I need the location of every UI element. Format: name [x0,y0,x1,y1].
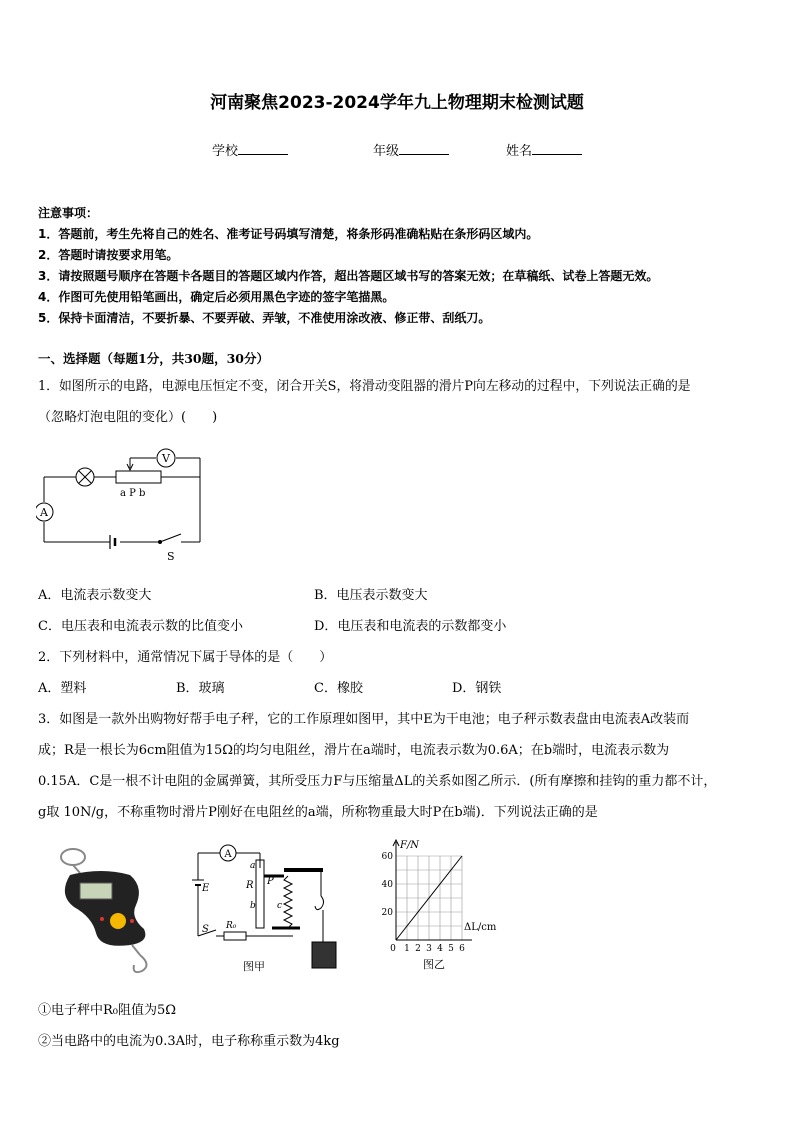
q3-stem-line1: 3．如图是一款外出购物好帮手电子秤，它的工作原理如图甲，其中E为干电池；电子秤示数表盘由电流表A改装而 [38,712,690,727]
q1-option-c: C．电压表和电流表示数的比值变小 [38,619,243,634]
jia-ammeter-label: A [224,849,232,860]
name-label: 姓名 [506,144,533,159]
q3-statement-1: ①电子秤中R₀阻值为5Ω [38,1003,177,1018]
notice-item: 2．答题时请按要求用笔。 [38,248,179,262]
jia-s-label: S [202,924,209,935]
name-field [506,140,582,159]
q1-option-d: D．电压表和电流表的示数都变小 [314,619,507,634]
chart-ylabel: F/N [400,840,420,851]
x-tick-label: 2 [415,944,421,954]
q2-stem: 2．下列材料中，通常情况下属于导体的是（ ） [38,650,333,665]
school-label: 学校 [212,144,239,159]
voltmeter-label: V [162,452,170,465]
jia-caption: 图甲 [243,960,265,973]
x-tick-label: 1 [404,944,410,954]
jia-b-label: b [250,901,256,911]
y-tick-label: 40 [381,880,393,890]
notice-item: 1．答题前，考生先将自己的姓名、准考证号码填写清楚，将条形码准确粘贴在条形码区域内。 [38,227,539,241]
grade-field [373,140,449,159]
q3-statement-2: ②当电路中的电流为0.3A时，电子称称重示数为4kg [38,1034,340,1049]
q3-stem-line4: g取 10N/g，不称重物时滑片P刚好在电阻丝的a端，所称物重最大时P在b端)．下列说法正确的是 [38,805,598,820]
rheostat-label: a P b [120,488,146,499]
section-heading: 一、选择题（每题1分，共30题，30分） [38,351,269,366]
scale-photo [40,847,170,975]
q1-stem-line2: （忽略灯泡电阻的变化）( ) [38,410,218,425]
q1-option-a: A．电流表示数变大 [38,588,152,603]
school-blank [238,142,288,155]
ammeter-label: A [40,506,48,519]
q3-stem-line3: 0.15A．C是一根不计电阻的金属弹簧，其所受压力F与压缩量ΔL的关系如图乙所示．(所有摩擦和挂钩的重力都不计， [38,774,717,789]
name-blank [532,142,582,155]
yi-caption: 图乙 [423,958,445,971]
notice-heading: 注意事项： [38,206,99,220]
jia-p-label: P [267,876,274,887]
figure-jia [188,838,348,978]
q3-stem-line2: 成；R是一根长为6cm阻值为15Ω的均匀电阻丝，滑片在a端时，电流表示数为0.6A；在b端时，电流表示数为 [38,743,670,758]
x-tick-label: 0 [390,944,396,954]
jia-a-label: a [250,861,256,871]
switch-label: S [167,550,175,563]
figure-yi-chart [374,832,504,974]
x-tick-label: 6 [459,944,465,954]
chart-xlabel: ΔL/cm [464,922,497,933]
x-tick-label: 5 [448,944,454,954]
x-tick-label: 4 [437,944,443,954]
q2-option-a: A．塑料 [38,681,87,696]
page-title: 河南聚焦2023-2024学年九上物理期末检测试题 [210,93,584,113]
x-tick-label: 3 [426,944,432,954]
jia-r-label: R [246,880,254,891]
jia-c-label: c [277,901,283,911]
jia-e-label: E [202,883,210,894]
y-tick-label: 20 [381,908,393,918]
notice-item: 5．保持卡面清洁，不要折暴、不要弄破、弄皱，不准使用涂改液、修正带、刮纸刀。 [38,311,491,325]
grade-label: 年级 [373,144,400,159]
grade-blank [399,142,449,155]
q1-option-b: B．电压表示数变大 [314,588,428,603]
notice-item: 4．作图可先使用铅笔画出，确定后必须用黑色字迹的签字笔描黑。 [38,290,395,304]
q2-option-d: D．钢铁 [452,681,502,696]
q2-option-b: B．玻璃 [176,681,225,696]
q1-circuit-diagram [36,444,206,566]
q2-option-c: C．橡胶 [314,681,363,696]
school-field [212,140,288,159]
notice-item: 3．请按照题号顺序在答题卡各题目的答题区域内作答，超出答题区域书写的答案无效；在草稿纸、试卷上答题无效。 [38,269,659,283]
q1-stem-line1: 1．如图所示的电路，电源电压恒定不变，闭合开关S，将滑动变阻器的滑片P向左移动的过程中，下列说法正确的是 [38,379,691,394]
y-tick-label: 60 [381,852,393,862]
jia-r0-label: R₀ [226,921,237,931]
